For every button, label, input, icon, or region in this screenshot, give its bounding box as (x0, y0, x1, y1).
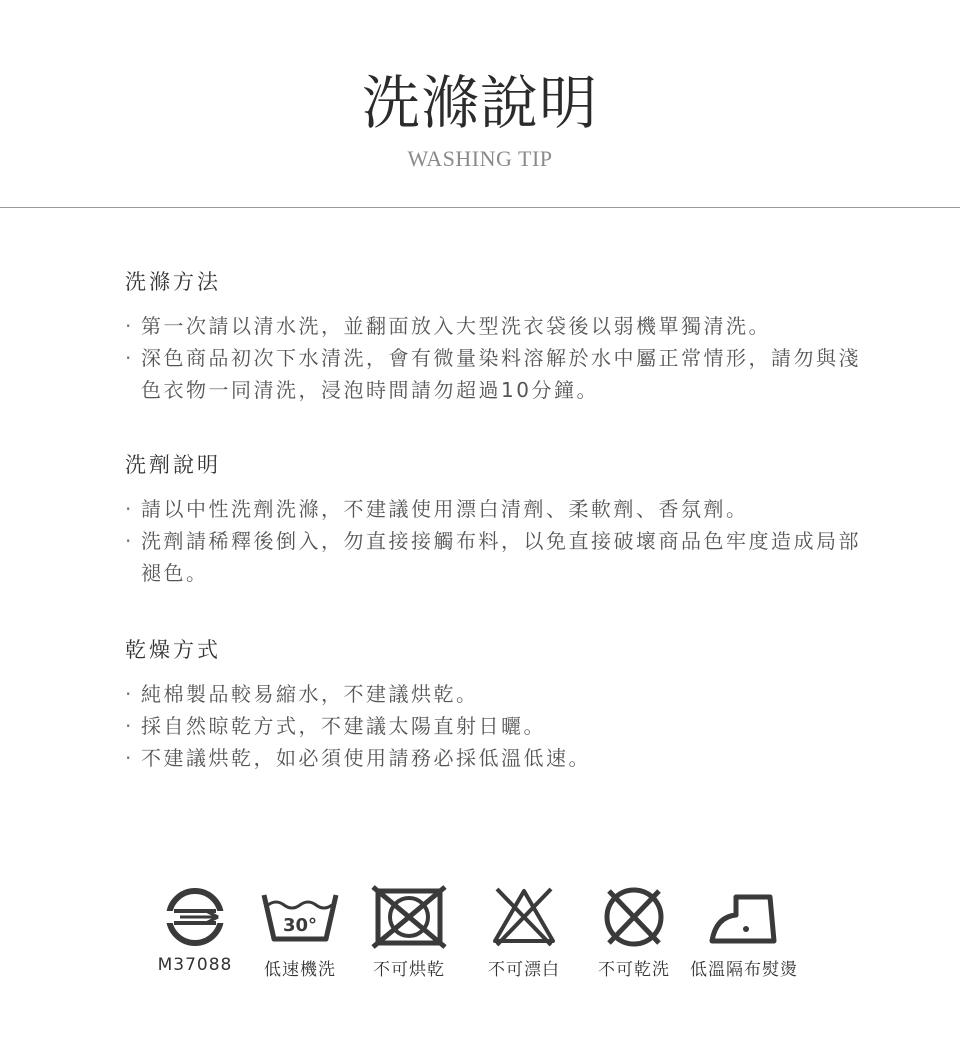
care-icon-item (245, 885, 355, 980)
no-tumble-dry-icon (369, 885, 449, 949)
care-icons-row (148, 885, 818, 985)
care-icon-label: 不可漂白 (488, 960, 560, 980)
section-drying (125, 634, 865, 774)
care-icon-label: 低溫隔布熨燙 (690, 960, 798, 980)
wash-30-icon (258, 885, 342, 949)
wash-temperature: 30° (282, 915, 318, 936)
header-divider (0, 207, 960, 208)
page-title: 洗滌說明 (361, 69, 598, 137)
section-heading: 乾燥方式 (125, 638, 221, 662)
list-item: · 純棉製品較易縮水，不建議烘乾。 (125, 678, 865, 710)
care-icon-item (689, 885, 799, 980)
care-icon-item (579, 885, 689, 980)
care-icon-item (469, 885, 579, 980)
care-icon-label: 不可烘乾 (373, 960, 445, 980)
list-item: · 不建議烘乾，如必須使用請務必採低溫低速。 (125, 742, 865, 774)
list-item: · 第一次請以清水洗，並翻面放入大型洗衣袋後以弱機單獨清洗。 (125, 310, 865, 342)
section-washing-method (125, 266, 865, 406)
section-detergent (125, 449, 865, 589)
list-item: · 採自然晾乾方式，不建議太陽直射日曬。 (125, 710, 865, 742)
care-icon-item (354, 885, 464, 980)
bsmi-mark-icon (160, 885, 230, 949)
section-heading: 洗滌方法 (125, 270, 221, 294)
care-icon-label: M37088 (157, 955, 233, 975)
care-icon-label: 不可乾洗 (598, 960, 670, 980)
page-subtitle: WASHING TIP (407, 146, 553, 171)
list-item: · 洗劑請稀釋後倒入，勿直接接觸布料，以免直接破壞商品色牢度造成局部褪色。 (125, 525, 865, 589)
care-icon-label: 低速機洗 (264, 960, 336, 980)
section-heading: 洗劑說明 (125, 453, 221, 477)
iron-low-icon (706, 885, 782, 949)
list-item: · 請以中性洗劑洗滌，不建議使用漂白清劑、柔軟劑、香氛劑。 (125, 493, 865, 525)
list-item: · 深色商品初次下水清洗，會有微量染料溶解於水中屬正常情形，請勿與淺色衣物一同清洗，浸泡時間請勿超過10分鐘。 (125, 342, 865, 406)
no-dry-clean-icon (599, 885, 669, 949)
care-icon-item (140, 885, 250, 975)
no-bleach-icon (489, 885, 559, 949)
